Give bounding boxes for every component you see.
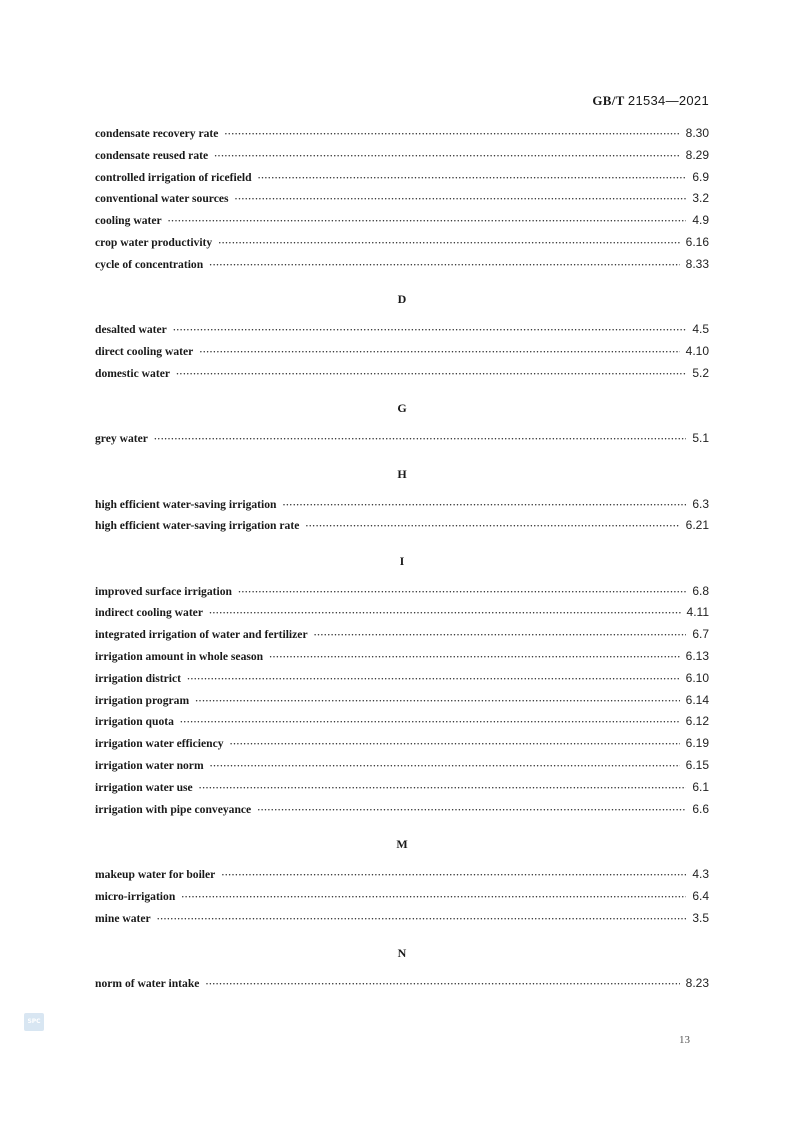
index-term: condensate recovery rate bbox=[95, 127, 219, 140]
index-entry bbox=[95, 170, 709, 192]
index-ref: 6.14 bbox=[685, 692, 709, 707]
index-entry bbox=[95, 649, 709, 671]
dot-leader bbox=[269, 652, 680, 662]
dot-leader bbox=[314, 630, 687, 640]
dot-leader bbox=[218, 238, 679, 248]
index-ref: 6.13 bbox=[685, 649, 709, 664]
index-entry bbox=[95, 584, 709, 606]
dot-leader bbox=[214, 151, 680, 161]
section-letter: G bbox=[397, 401, 407, 416]
index-term: crop water productivity bbox=[95, 235, 213, 249]
index-ref: 6.16 bbox=[685, 234, 709, 249]
index-ref: 8.29 bbox=[685, 147, 709, 162]
index-term: desalted water bbox=[95, 323, 167, 337]
index-entry bbox=[95, 605, 709, 627]
index-ref: 3.2 bbox=[692, 191, 709, 206]
index-ref: 6.3 bbox=[692, 496, 709, 511]
index-term: irrigation amount in whole season bbox=[95, 650, 264, 664]
section-letter: H bbox=[397, 466, 407, 481]
standard-number: 21534—2021 bbox=[627, 93, 709, 108]
index-entry bbox=[95, 627, 709, 649]
index-term: conventional water sources bbox=[95, 192, 229, 206]
index-entry bbox=[95, 714, 709, 736]
index-entry bbox=[95, 431, 709, 453]
index-term: high efficient water-saving irrigation rate bbox=[95, 519, 300, 533]
dot-leader bbox=[195, 696, 680, 706]
dot-leader bbox=[154, 434, 686, 444]
dot-leader bbox=[238, 587, 686, 597]
index-term: cooling water bbox=[95, 214, 162, 228]
dot-leader bbox=[283, 500, 687, 510]
index-entry bbox=[95, 191, 709, 213]
index-entry bbox=[95, 911, 709, 933]
index-ref: 3.5 bbox=[692, 910, 709, 925]
index-ref: 4.9 bbox=[692, 213, 709, 228]
index-term: direct cooling water bbox=[95, 344, 194, 358]
section-letter: D bbox=[397, 292, 407, 307]
dot-leader bbox=[199, 347, 679, 357]
index-entry bbox=[95, 867, 709, 889]
dot-leader bbox=[224, 129, 679, 139]
index-ref: 6.21 bbox=[685, 518, 709, 533]
index-entry bbox=[95, 322, 709, 344]
index-ref: 6.6 bbox=[692, 801, 709, 816]
index-ref: 6.10 bbox=[685, 670, 709, 685]
index-term: micro-irrigation bbox=[95, 889, 176, 903]
dot-leader bbox=[181, 892, 686, 902]
index-ref: 6.8 bbox=[692, 583, 709, 598]
index-term: norm of water intake bbox=[95, 976, 200, 990]
dot-leader bbox=[305, 521, 679, 531]
index-entry bbox=[95, 780, 709, 802]
index-term: makeup water for boiler bbox=[95, 868, 216, 882]
index-ref: 4.3 bbox=[692, 867, 709, 882]
index-term: integrated irrigation of water and fertilizer bbox=[95, 628, 308, 642]
index-entry bbox=[95, 976, 709, 998]
index-ref: 5.1 bbox=[692, 431, 709, 446]
dot-leader bbox=[210, 761, 680, 771]
index-term: condensate reused rate bbox=[95, 148, 209, 162]
dot-leader bbox=[205, 979, 679, 989]
section-letter: M bbox=[396, 837, 408, 852]
dot-leader bbox=[209, 260, 679, 270]
index-entry bbox=[95, 736, 709, 758]
dot-leader bbox=[187, 674, 680, 684]
dot-leader bbox=[176, 369, 686, 379]
watermark-logo: SPC bbox=[24, 1013, 44, 1031]
index-ref: 8.23 bbox=[685, 975, 709, 990]
index-ref: 4.11 bbox=[686, 605, 709, 620]
index-term: high efficient water-saving irrigation bbox=[95, 497, 277, 511]
standard-prefix: GB/T bbox=[592, 93, 625, 108]
index-entry bbox=[95, 518, 709, 540]
index-term: irrigation district bbox=[95, 671, 181, 685]
index-term: irrigation water norm bbox=[95, 759, 204, 773]
dot-leader bbox=[157, 914, 687, 924]
index-ref: 6.1 bbox=[692, 779, 709, 794]
dot-leader bbox=[221, 870, 686, 880]
index-entry bbox=[95, 758, 709, 780]
section-letter: N bbox=[397, 946, 407, 961]
index-entry bbox=[95, 671, 709, 693]
index-term: irrigation program bbox=[95, 693, 190, 707]
index-ref: 6.4 bbox=[692, 888, 709, 903]
index-entry bbox=[95, 148, 709, 170]
dot-leader bbox=[257, 805, 686, 815]
index-entry bbox=[95, 366, 709, 388]
dot-leader bbox=[180, 717, 680, 727]
index-term: irrigation water use bbox=[95, 780, 193, 794]
index-term: indirect cooling water bbox=[95, 606, 203, 620]
index-ref: 6.19 bbox=[685, 736, 709, 751]
index-ref: 8.30 bbox=[685, 126, 709, 140]
index-term: grey water bbox=[95, 432, 148, 446]
dot-leader bbox=[168, 216, 687, 226]
index-ref: 6.12 bbox=[685, 714, 709, 729]
index-entry bbox=[95, 344, 709, 366]
dot-leader bbox=[209, 608, 681, 618]
standard-code bbox=[592, 93, 709, 109]
index-term: controlled irrigation of ricefield bbox=[95, 170, 252, 184]
index-ref: 6.9 bbox=[692, 169, 709, 184]
dot-leader bbox=[199, 783, 687, 793]
dot-leader bbox=[230, 739, 680, 749]
index-ref: 8.33 bbox=[685, 256, 709, 271]
index-term: improved surface irrigation bbox=[95, 584, 232, 598]
index-entry bbox=[95, 693, 709, 715]
section-letter: I bbox=[399, 553, 405, 568]
dot-leader bbox=[258, 173, 687, 183]
index-term: irrigation quota bbox=[95, 715, 174, 729]
index-term: cycle of concentration bbox=[95, 257, 204, 271]
index-ref: 4.10 bbox=[685, 343, 709, 358]
index-ref: 5.2 bbox=[692, 365, 709, 380]
index-entry bbox=[95, 889, 709, 911]
index-ref: 4.5 bbox=[692, 322, 709, 337]
index-entry bbox=[95, 497, 709, 519]
page-number: 13 bbox=[679, 1034, 690, 1046]
index-entry bbox=[95, 213, 709, 235]
dot-leader bbox=[173, 325, 687, 335]
index-term: irrigation water efficiency bbox=[95, 737, 224, 751]
index-ref: 6.15 bbox=[685, 758, 709, 773]
index-term: irrigation with pipe conveyance bbox=[95, 802, 252, 816]
index-entry bbox=[95, 126, 709, 148]
index-entry bbox=[95, 802, 709, 824]
index-term: mine water bbox=[95, 911, 151, 925]
dot-leader bbox=[235, 194, 687, 204]
index-list bbox=[95, 126, 709, 998]
index-term: domestic water bbox=[95, 366, 171, 380]
index-entry bbox=[95, 257, 709, 279]
index-ref: 6.7 bbox=[692, 627, 709, 642]
index-entry bbox=[95, 235, 709, 257]
